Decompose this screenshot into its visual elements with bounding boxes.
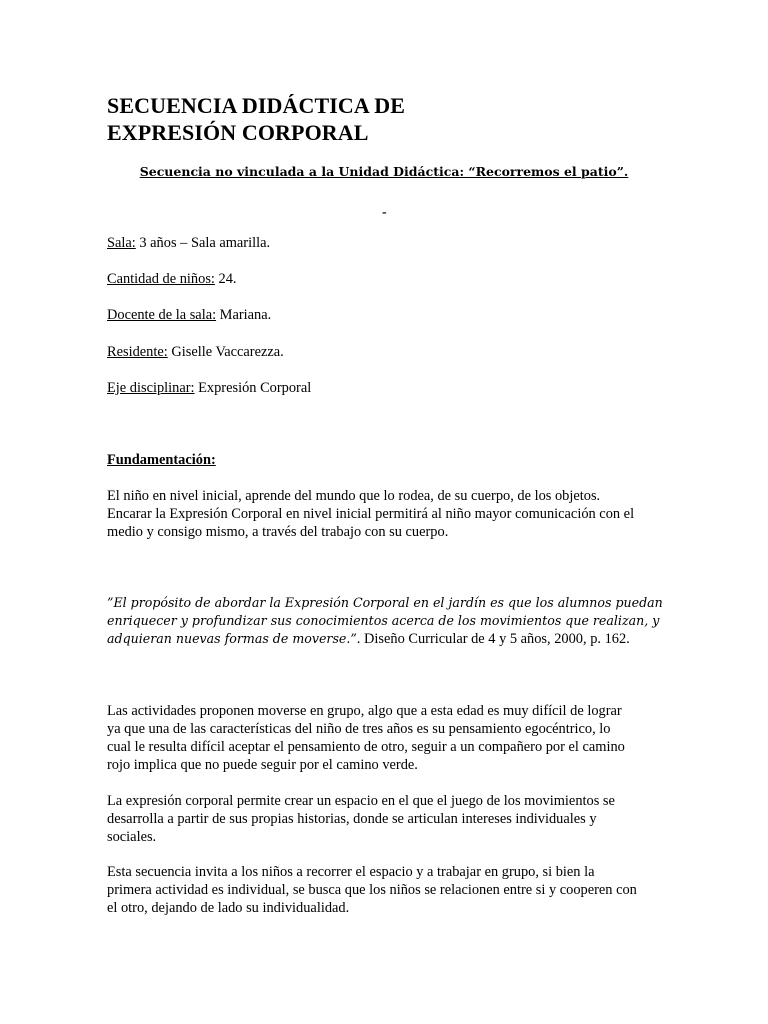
paragraph-line: medio y consigo mismo, a través del trabajo con su cuerpo. — [107, 524, 449, 540]
paragraph-line: cual le resulta difícil aceptar el pensamiento de otro, seguir a un compañero por el camino — [107, 739, 625, 755]
field-sala — [107, 234, 270, 252]
paragraph-line: ya que una de las características del niño de tres años es su pensamiento egocéntrico, lo — [107, 721, 611, 737]
field-docente-value: Mariana. — [216, 307, 272, 323]
document-subtitle: Secuencia no vinculada a la Unidad Didáctica: “Recorremos el patio”. — [139, 164, 629, 179]
field-residente-value: Giselle Vaccarezza. — [167, 344, 284, 360]
field-residente-label: Residente: — [107, 344, 168, 360]
title-line-1: SECUENCIA DIDÁCTICA DE — [107, 93, 406, 118]
paragraph-line: rojo implica que no puede seguir por el camino verde. — [107, 757, 418, 773]
separator-dot: - — [382, 205, 387, 220]
paragraph-expresion — [107, 792, 663, 846]
paragraph-intro — [107, 487, 663, 541]
document-title — [107, 92, 667, 146]
field-eje-label: Eje disciplinar: — [107, 380, 195, 396]
field-sala-value: 3 años – Sala amarilla. — [135, 235, 271, 251]
paragraph-line: Las actividades proponen moverse en grupo, algo que a esta edad es muy difícil de lograr — [107, 703, 622, 719]
paragraph-actividades — [107, 702, 663, 774]
paragraph-line: desarrolla a partir de sus propias historias, donde se articulan intereses individuales y — [107, 811, 597, 827]
paragraph-line: Esta secuencia invita a los niños a recorrer el espacio y a trabajar en grupo, si bien la — [107, 864, 595, 880]
quote-citation: . Diseño Curricular de 4 y 5 años, 2000, p. 162. — [356, 631, 630, 647]
field-docente — [107, 306, 271, 324]
paragraph-line: primera actividad es individual, se busca que los niños se relacionen entre si y cooperen con — [107, 882, 637, 898]
paragraph-line: La expresión corporal permite crear un espacio en el que el juego de los movimientos se — [107, 793, 615, 809]
fundamentacion-heading: Fundamentación: — [107, 452, 216, 468]
paragraph-line: el otro, dejando de lado su individualidad. — [107, 900, 350, 916]
quote-line: adquieran nuevas formas de moverse.” — [107, 631, 357, 646]
paragraph-secuencia — [107, 863, 663, 917]
paragraph-line: El niño en nivel inicial, aprende del mundo que lo rodea, de su cuerpo, de los objetos. — [107, 488, 601, 504]
paragraph-quote — [107, 594, 663, 648]
field-eje-value: Expresión Corporal — [194, 380, 312, 396]
field-sala-label: Sala: — [107, 235, 136, 251]
field-cantidad-label: Cantidad de niños: — [107, 271, 215, 287]
paragraph-line: sociales. — [107, 829, 157, 845]
title-line-2: EXPRESIÓN CORPORAL — [107, 120, 369, 145]
quote-line: enriquecer y profundizar sus conocimientos acerca de los movimientos que realizan, y — [107, 613, 660, 628]
quote-line: ”El propósito de abordar la Expresión Corporal en el jardín es que los alumnos puedan — [107, 595, 663, 610]
field-cantidad — [107, 270, 237, 288]
field-residente — [107, 343, 284, 361]
field-docente-label: Docente de la sala: — [107, 307, 217, 323]
field-eje — [107, 379, 311, 397]
paragraph-line: Encarar la Expresión Corporal en nivel inicial permitirá al niño mayor comunicación con el — [107, 506, 635, 522]
field-cantidad-value: 24. — [214, 271, 237, 287]
